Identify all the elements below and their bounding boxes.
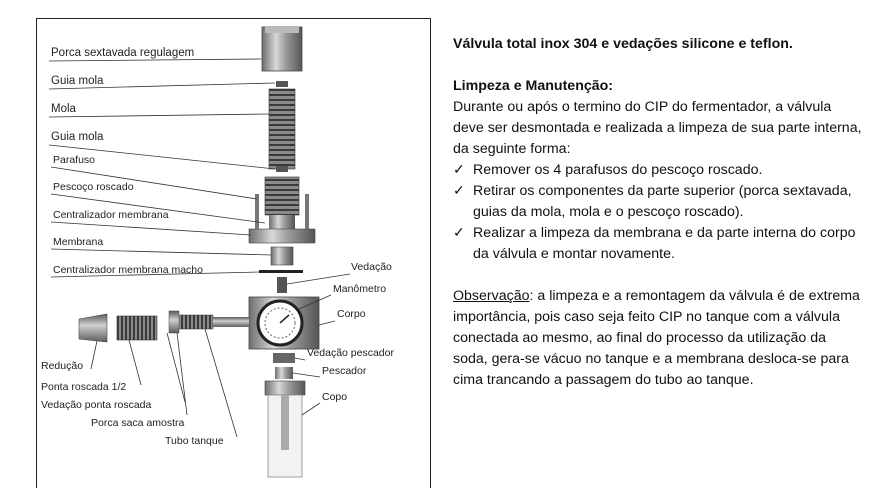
note-label: Observação (453, 288, 530, 304)
tank-tube (169, 311, 249, 333)
label-ponta-roscada: Ponta roscada 1/2 (41, 381, 127, 393)
fisher-seal (273, 353, 295, 363)
membrane-centralizer-male (259, 270, 303, 273)
fisher (275, 367, 293, 379)
threaded-tip (117, 316, 157, 340)
spring (269, 89, 295, 169)
diagram-canvas (37, 19, 432, 489)
label-reducao: Redução (41, 360, 84, 372)
label-centralizador-macho: Centralizador membrana macho (53, 264, 203, 276)
label-tubo-tanque: Tubo tanque (165, 435, 224, 447)
step-item (453, 160, 863, 181)
step-text: Remover os 4 parafusos do pescoço roscado. (473, 162, 763, 178)
label-pescador: Pescador (322, 365, 367, 377)
instructions-panel (453, 34, 863, 391)
note-text: : a limpeza e a remontagem da válvula é de extrema importância, pois caso seja feito CIP no tanque com a válvula conectada ao mesmo, ao final do processo da utilização da soda, gera-se vácuo no tanque e a membrana desloca-se para cima trancando a passagem do tubo ao tanque. (453, 288, 860, 388)
note-paragraph (453, 286, 863, 391)
step-text: Realizar a limpeza da membrana e da parte interna do corpo da válvula e montar novamente. (473, 225, 856, 262)
check-icon: ✓ (453, 183, 465, 199)
step-item (453, 223, 863, 265)
label-mola: Mola (51, 103, 76, 115)
label-porca-sextavada: Porca sextavada regulagem (51, 47, 195, 59)
product-title: Válvula total inox 304 e vedações silicone e teflon. (453, 36, 793, 52)
label-manometro: Manômetro (333, 283, 387, 295)
section-heading: Limpeza e Manutenção: (453, 78, 614, 94)
label-parafuso: Parafuso (53, 154, 96, 166)
label-centralizador: Centralizador membrana (53, 209, 169, 221)
label-membrana: Membrana (53, 236, 104, 248)
label-porca-saca: Porca saca amostra (91, 417, 185, 429)
reducer (79, 314, 107, 342)
label-corpo: Corpo (337, 308, 366, 320)
spring-guide-bottom (276, 166, 288, 172)
label-vedacao-pescador: Vedação pescador (307, 347, 394, 359)
label-copo: Copo (322, 391, 348, 403)
membrane (271, 247, 293, 265)
intro-paragraph: Durante ou após o termino do CIP do fermentador, a válvula deve ser desmontada e realizada a limpeza de sua parte interna, da seguinte forma: (453, 99, 862, 157)
hex-nut (262, 27, 302, 71)
label-vedacao: Vedação (351, 261, 392, 273)
valve-exploded-diagram (36, 18, 431, 488)
check-icon: ✓ (453, 225, 465, 241)
cup (265, 381, 305, 477)
spring-guide-top (276, 81, 288, 87)
check-icon: ✓ (453, 162, 465, 178)
seal (277, 277, 287, 293)
threaded-neck (249, 177, 315, 243)
label-pescoco: Pescoço roscado (53, 181, 134, 193)
diagram-labels (41, 47, 394, 447)
label-guia-mola-1: Guia mola (51, 75, 104, 87)
label-guia-mola-2: Guia mola (51, 131, 104, 143)
step-text: Retirar os componentes da parte superior (porca sextavada, guias da mola, mola e o pescoço roscado). (473, 183, 852, 220)
label-vedacao-ponta: Vedação ponta roscada (41, 399, 152, 411)
step-item (453, 181, 863, 223)
